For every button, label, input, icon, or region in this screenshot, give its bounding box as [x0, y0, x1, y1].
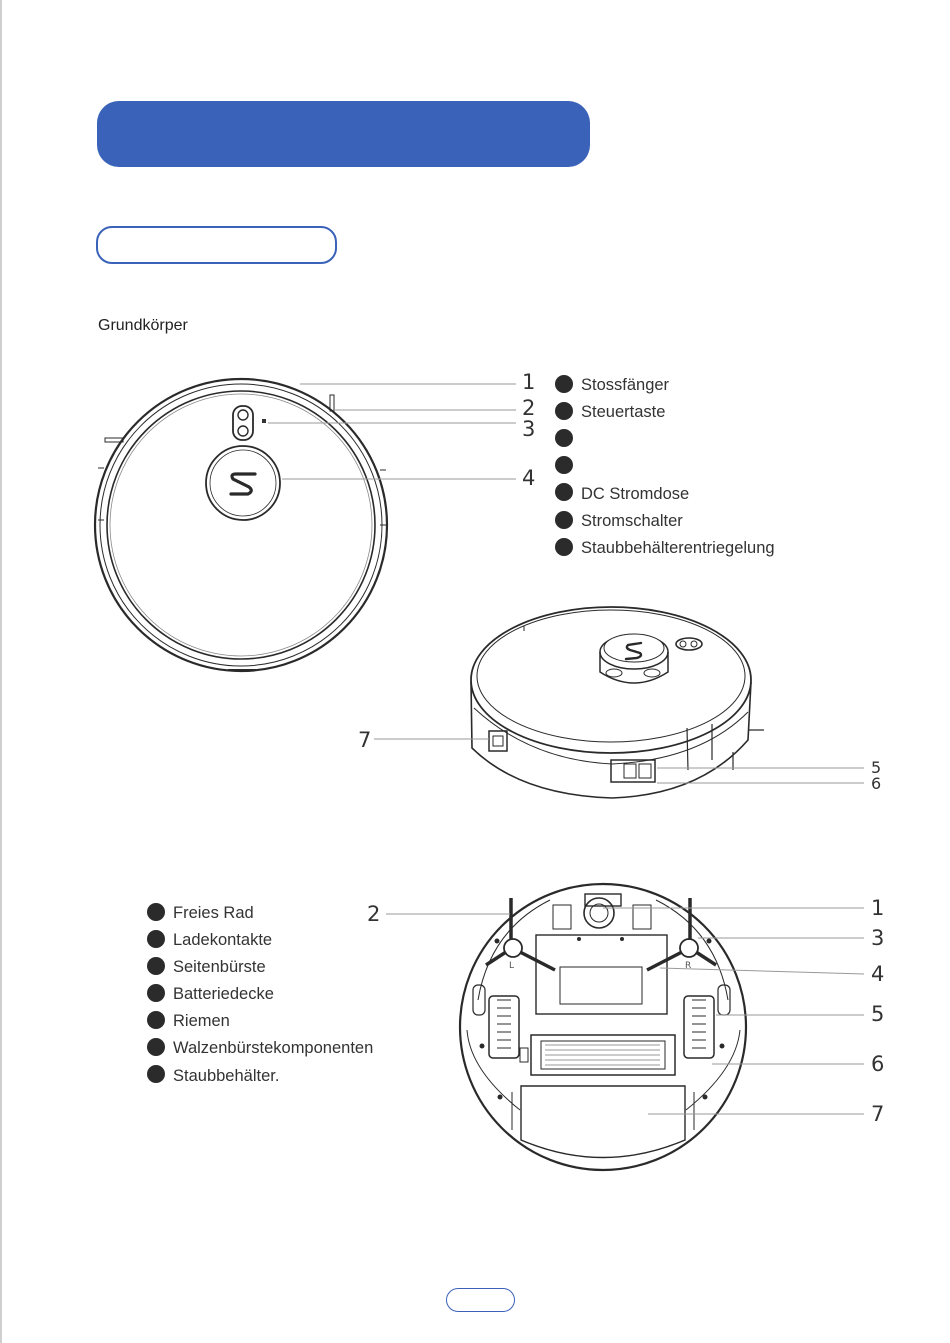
legend-label: Riemen: [173, 1012, 230, 1031]
callout-number: 3: [871, 926, 885, 950]
bullet-icon: [147, 903, 165, 921]
legend-item: [147, 981, 373, 1008]
legend-item: [147, 1008, 373, 1035]
callout-number: 6: [871, 1052, 885, 1076]
callout-number: 6: [871, 774, 882, 793]
legend-label: Stossfänger: [581, 376, 670, 394]
callout-number: 7: [871, 1102, 885, 1126]
legend-label: Steuertaste: [581, 403, 666, 422]
page-number-pill: [446, 1288, 515, 1312]
legend-label: Batteriedecke: [173, 985, 274, 1004]
callout-number: 5: [871, 1002, 885, 1026]
legend-label: Stromschalter: [581, 511, 683, 530]
legend-item: [147, 954, 373, 981]
legend-item: [147, 900, 373, 927]
bullet-icon: [147, 930, 165, 948]
legend-label: DC Stromdose: [581, 484, 690, 503]
legend-label: Ladekontakte: [173, 931, 273, 950]
legend-label: Seitenbürste: [173, 958, 266, 977]
legend-item: [147, 1035, 373, 1062]
callout-number: 2: [522, 396, 536, 420]
component-legend-bottom: [147, 900, 373, 1090]
callout-number: 5: [871, 758, 882, 777]
bullet-icon: [147, 1065, 165, 1083]
legend-label: Staubbehälter.: [173, 1066, 280, 1085]
callout-number: 1: [522, 370, 536, 394]
callout-number: 7: [358, 728, 372, 752]
legend-label: Freies Rad: [173, 904, 254, 922]
legend-item: [147, 1063, 373, 1090]
bullet-icon: [147, 1038, 165, 1056]
bullet-icon: [147, 984, 165, 1002]
brush-right-mark: R: [685, 961, 692, 971]
section-heading: Grundkörper: [98, 317, 188, 334]
callout-number: 1: [871, 896, 885, 920]
legend-label: Walzenbürstekomponenten: [173, 1039, 374, 1058]
brush-left-mark: L: [509, 961, 515, 971]
callout-number: 2: [367, 902, 381, 926]
legend-item: [147, 927, 373, 954]
bullet-icon: [147, 1011, 165, 1029]
callout-number: 3: [522, 417, 536, 441]
callout-number: 4: [871, 962, 885, 986]
bullet-icon: [147, 957, 165, 975]
callout-number: 4: [522, 466, 536, 490]
legend-label: Staubbehälterentriegelung: [581, 539, 775, 558]
